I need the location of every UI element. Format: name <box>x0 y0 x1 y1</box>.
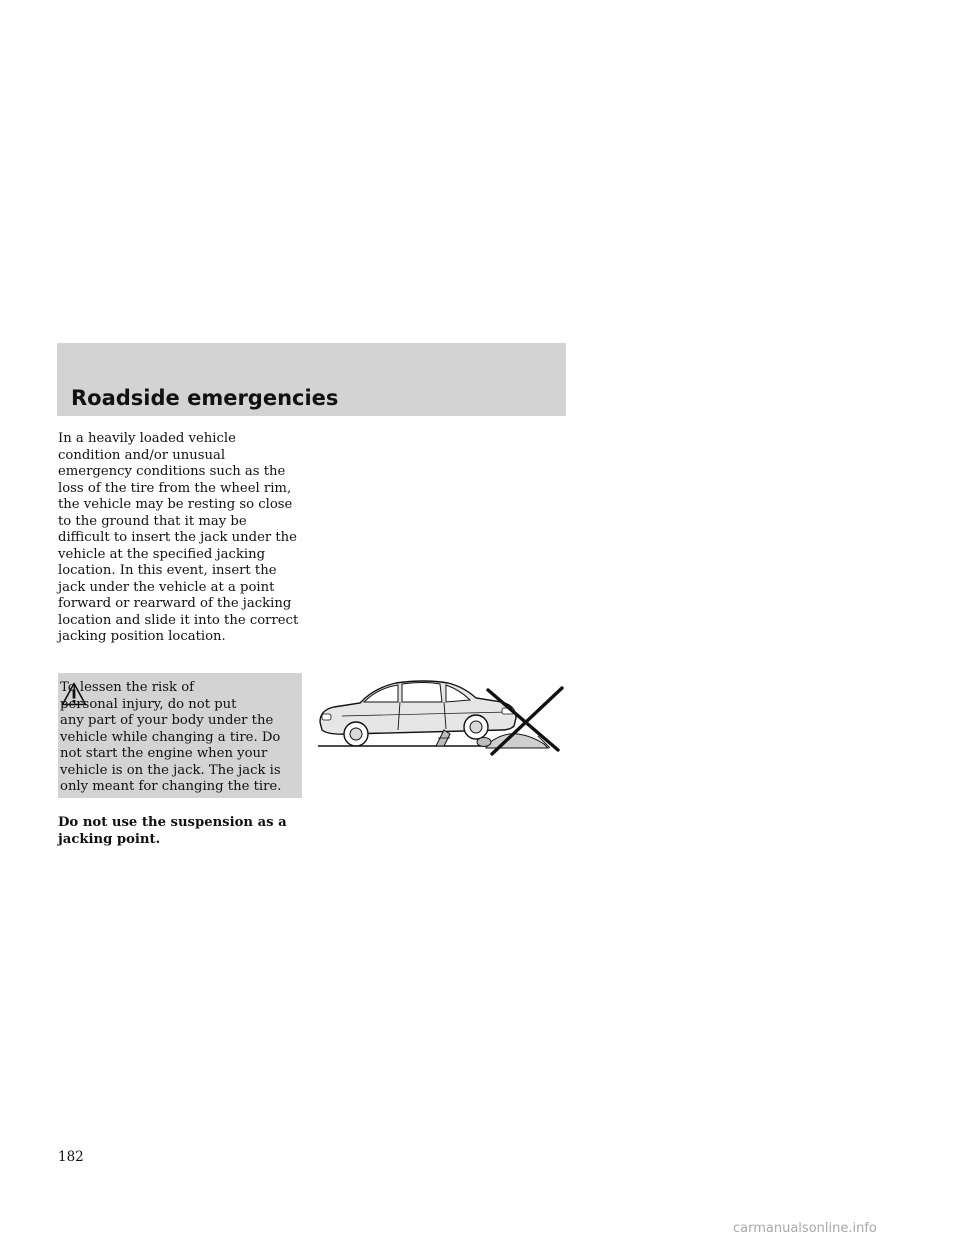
car-on-jack-illustration <box>312 672 570 760</box>
warning-box <box>58 673 302 798</box>
body-paragraph: In a heavily loaded vehicle condition and/or unusual emergency conditions such as the loss of the tire from the wheel rim, the vehicle may be resting so close to the ground that it may be difficult to insert the jack under the vehicle at the specified jacking location. In this event, insert the jack under the vehicle at a point forward or rearward of the jacking location and slide it into the correct jacking position location. <box>58 431 299 644</box>
suspension-note: Do not use the suspension as a jacking point. <box>58 815 287 847</box>
page-number: 182 <box>58 1149 84 1165</box>
section-header <box>57 343 566 416</box>
warning-text: To lessen the risk of personal injury, do not put any part of your body under the vehicle while changing a tire. Do not start the engine when your vehicle is on the jack. The jack is only meant for changing the tire. <box>60 680 282 794</box>
section-title: Roadside emergencies <box>71 386 339 410</box>
watermark: carmanualsonline.info <box>733 1221 877 1236</box>
